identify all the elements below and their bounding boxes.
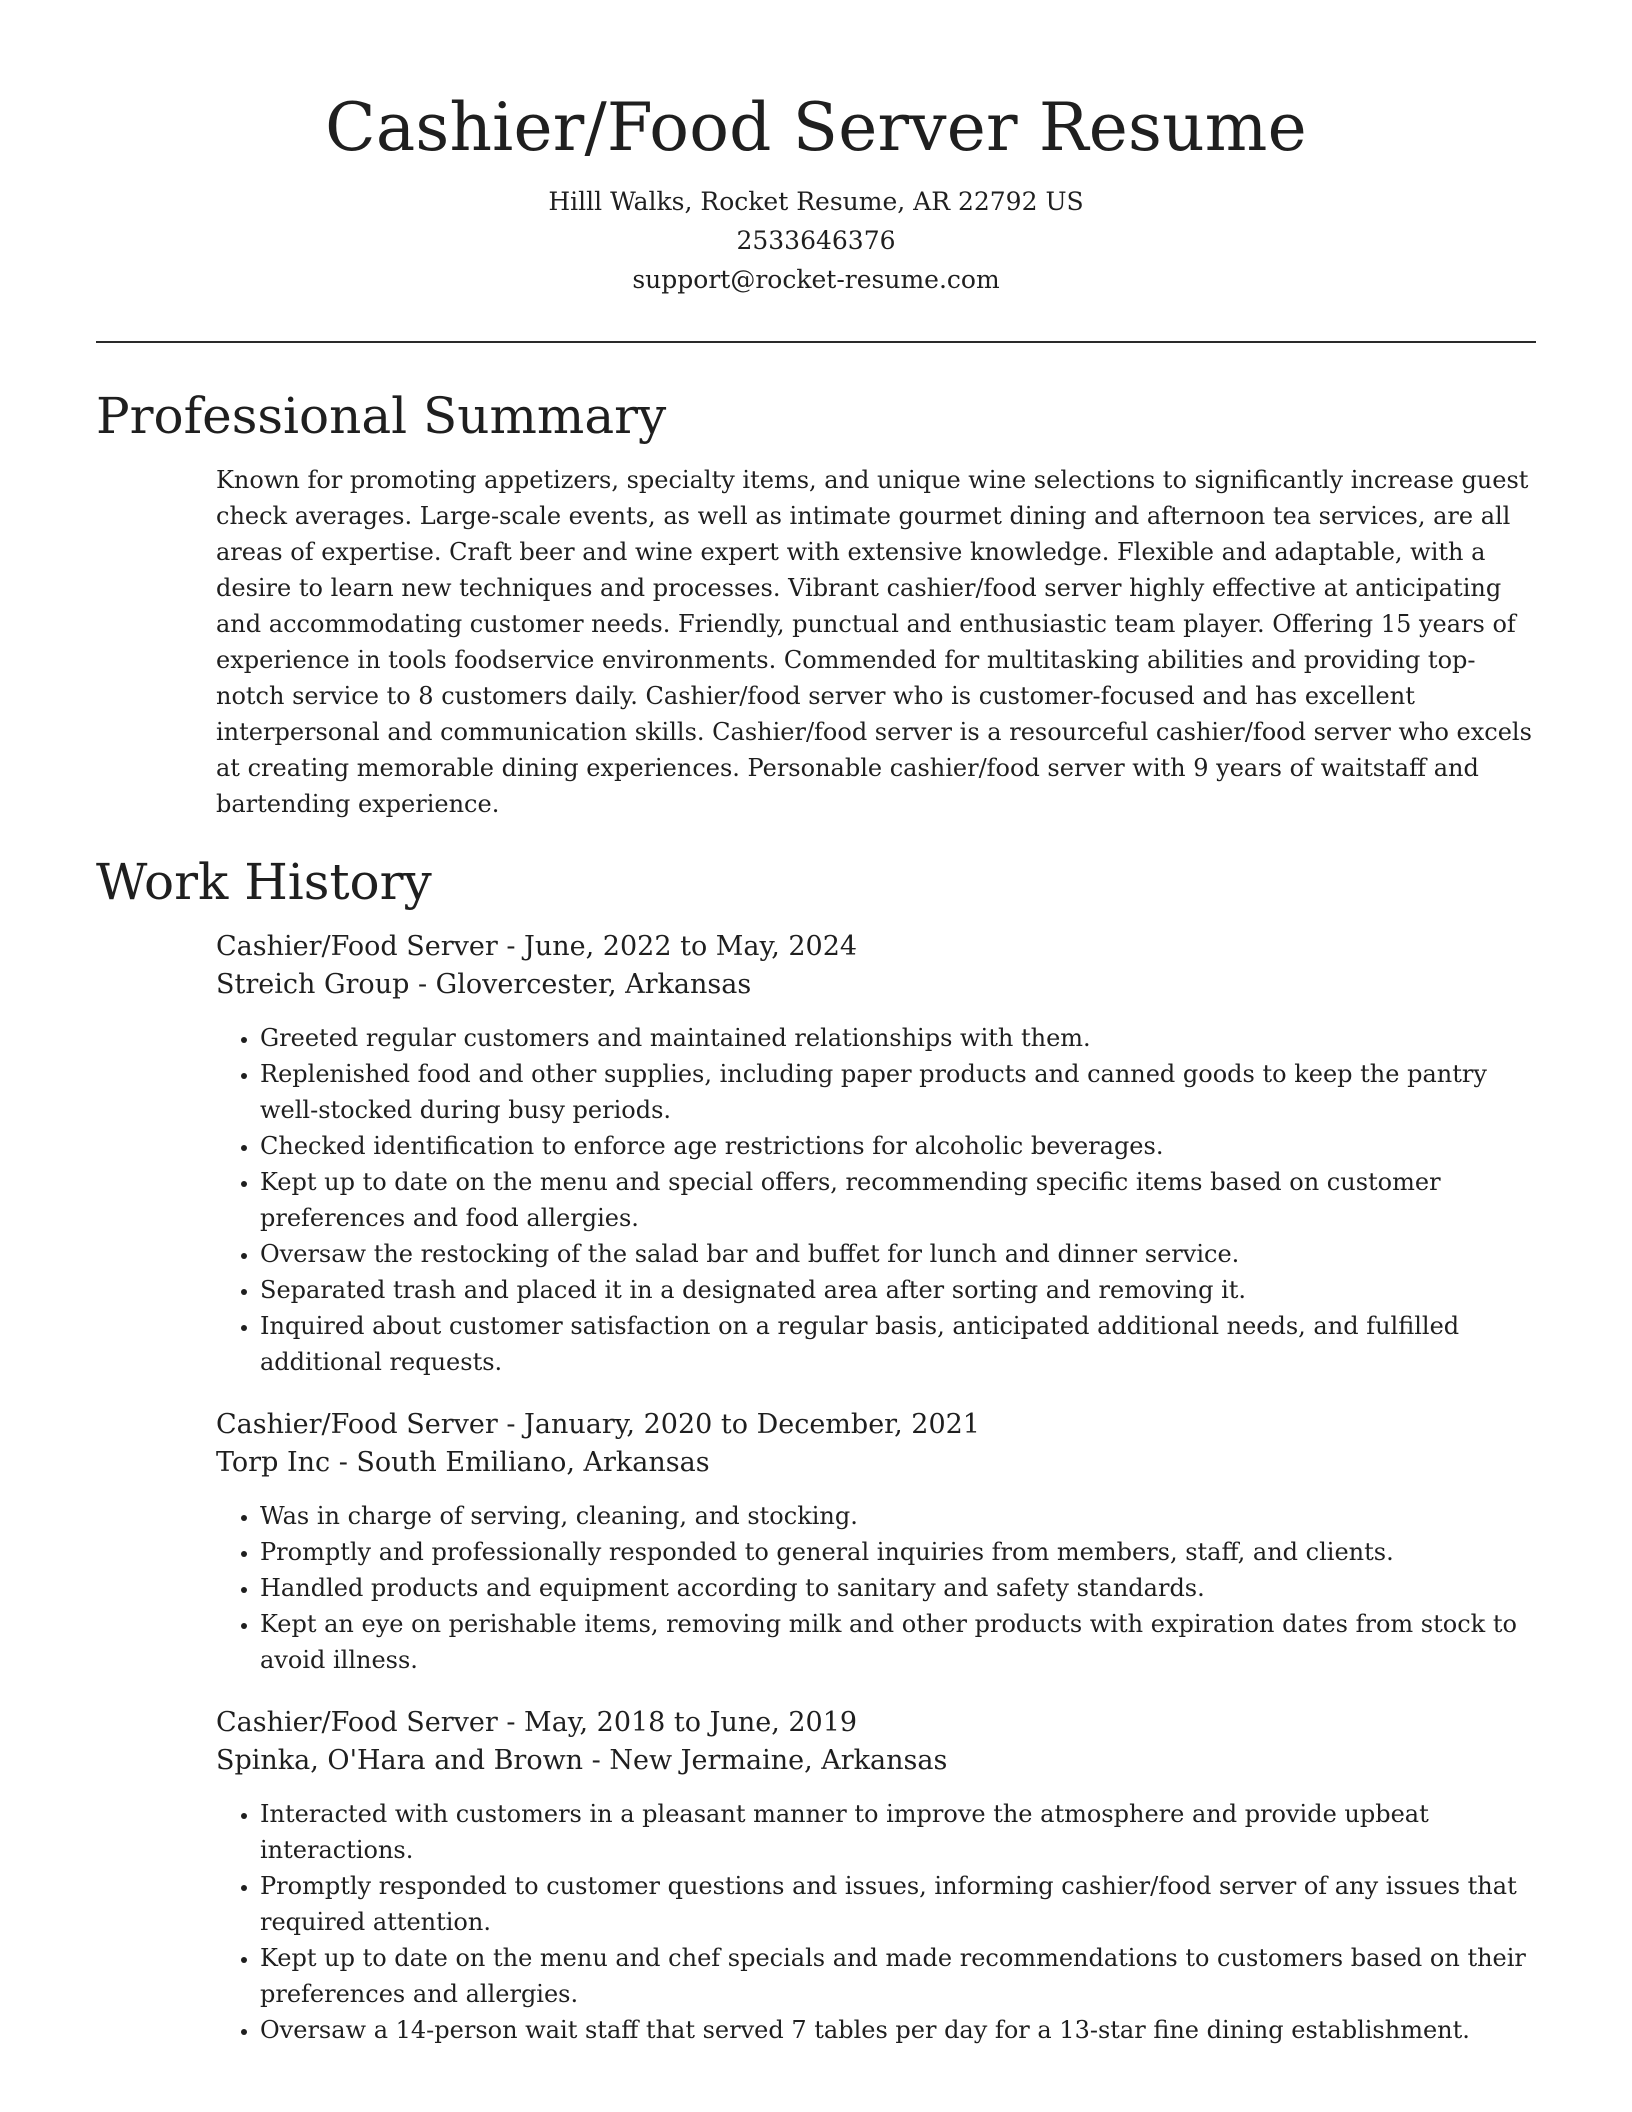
work-history-heading: Work History	[96, 853, 432, 911]
job-bullet-list	[216, 1020, 1536, 1380]
summary-heading: Professional Summary	[96, 387, 667, 445]
job-bullet: • Promptly responded to customer questions and issues, informing cashier/food server of any issues that required attention.	[260, 1868, 1536, 1940]
job-bullet: • Interacted with customers in a pleasant manner to improve the atmosphere and provide upbeat interactions.	[260, 1796, 1536, 1868]
resume-header	[0, 0, 1632, 299]
job-bullet: • Greeted regular customers and maintained relationships with them.	[260, 1020, 1536, 1056]
job-company-line: Torp Inc - South Emiliano, Arkansas	[216, 1447, 710, 1478]
job-entry	[216, 1406, 1536, 1678]
job-bullet: • Checked identification to enforce age restrictions for alcoholic beverages.	[260, 1128, 1536, 1164]
work-history-list	[216, 928, 1536, 2074]
job-bullet: • Oversaw a 14-person wait staff that served 7 tables per day for a 13-star fine dining establishment.	[260, 2012, 1536, 2048]
contact-address: Hilll Walks, Rocket Resume, AR 22792 US	[548, 187, 1084, 216]
job-bullet: • Inquired about customer satisfaction on a regular basis, anticipated additional needs, and fulfilled additional requests.	[260, 1308, 1536, 1380]
contact-phone: 2533646376	[736, 226, 896, 255]
job-bullet: • Kept up to date on the menu and chef specials and made recommendations to customers based on their preferences and allergies.	[260, 1940, 1536, 2012]
job-bullet-list	[216, 1498, 1536, 1678]
document-title: Cashier/Food Server Resume	[325, 89, 1307, 166]
job-bullet: • Replenished food and other supplies, including paper products and canned goods to keep the pantry well-stocked during busy periods.	[260, 1056, 1536, 1128]
contact-email: support@rocket-resume.com	[632, 265, 1000, 294]
job-bullet: • Kept an eye on perishable items, removing milk and other products with expiration dates from stock to avoid illness.	[260, 1606, 1536, 1678]
summary-text: Known for promoting appetizers, specialty items, and unique wine selections to significantly increase guest check averages. Large-scale events, as well as intimate gourmet dining and afternoon tea services, are all areas of expertise. Craft beer and wine expert with extensive knowledge. Flexible and adaptable, with a desire to learn new techniques and processes. Vibrant cashier/food server highly effective at anticipating and accommodating customer needs. Friendly, punctual and enthusiastic team player. Offering 15 years of experience in tools foodservice environments. Commended for multitasking abilities and providing top-notch service to 8 customers daily. Cashier/food server who is customer-focused and has excellent interpersonal and communication skills. Cashier/food server is a resourceful cashier/food server who excels at creating memorable dining experiences. Personable cashier/food server with 9 years of waitstaff and bartending experience.	[216, 466, 1532, 818]
job-company-line: Streich Group - Glovercester, Arkansas	[216, 969, 752, 1000]
contact-block	[0, 182, 1632, 299]
job-entry	[216, 1704, 1536, 2048]
job-bullet: • Handled products and equipment according to sanitary and safety standards.	[260, 1570, 1536, 1606]
job-bullet: • Separated trash and placed it in a designated area after sorting and removing it.	[260, 1272, 1536, 1308]
job-bullet: • Promptly and professionally responded to general inquiries from members, staff, and clients.	[260, 1534, 1536, 1570]
job-title-line: Cashier/Food Server - May, 2018 to June, 2019	[216, 1707, 858, 1738]
job-bullet: • Was in charge of serving, cleaning, and stocking.	[260, 1498, 1536, 1534]
header-divider	[96, 341, 1536, 343]
job-company-line: Spinka, O'Hara and Brown - New Jermaine, Arkansas	[216, 1745, 948, 1776]
job-entry	[216, 928, 1536, 1380]
job-title-line: Cashier/Food Server - January, 2020 to December, 2021	[216, 1409, 980, 1440]
job-bullet-list	[216, 1796, 1536, 2048]
job-title-line: Cashier/Food Server - June, 2022 to May, 2024	[216, 931, 858, 962]
job-bullet: • Oversaw the restocking of the salad bar and buffet for lunch and dinner service.	[260, 1236, 1536, 1272]
job-bullet: • Kept up to date on the menu and special offers, recommending specific items based on customer preferences and food allergies.	[260, 1164, 1536, 1236]
